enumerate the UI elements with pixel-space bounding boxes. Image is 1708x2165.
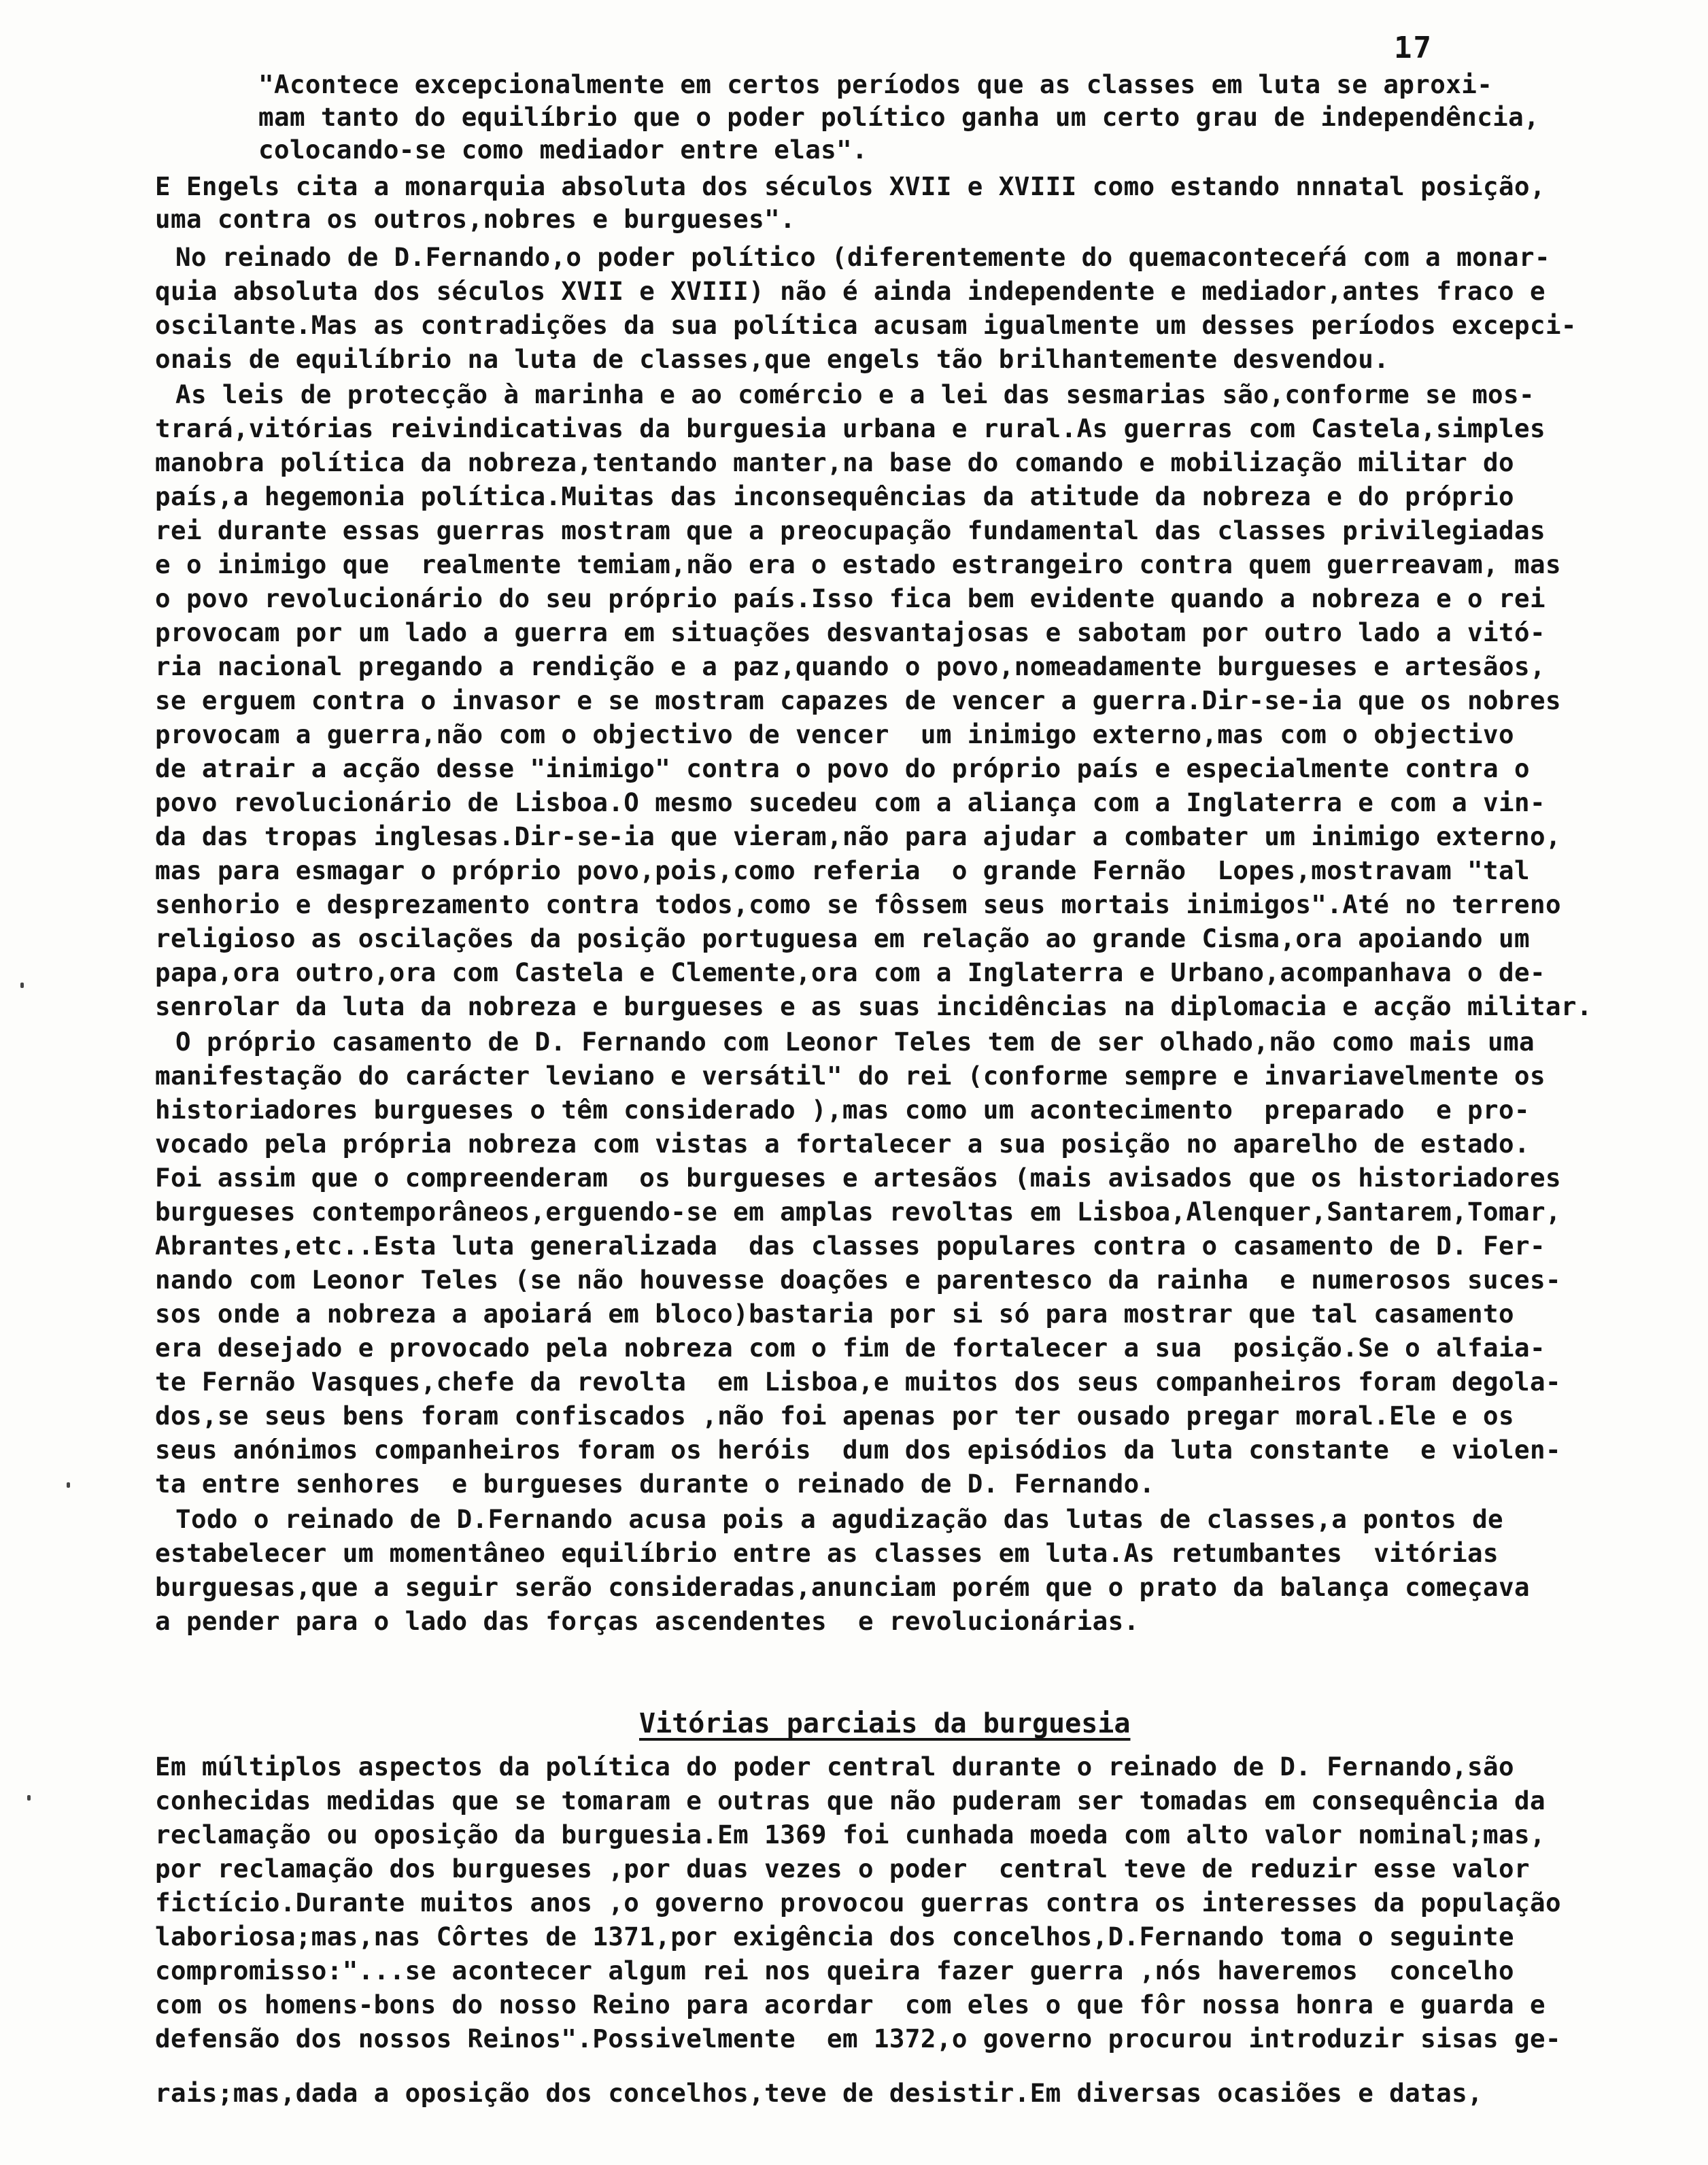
text-line: As leis de protecção à marinha e ao comércio e a lei das sesmarias são,conforme se mos- xyxy=(175,379,1535,409)
text-line: manobra política da nobreza,tentando manter,na base do comando e mobilização militar do xyxy=(155,447,1514,477)
text-line: da das tropas inglesas.Dir-se-ia que vieram,não para ajudar a combater um inimigo externo, xyxy=(155,821,1561,851)
text-line: Foi assim que o compreenderam os burgueses e artesãos (mais avisados que os historiadores xyxy=(155,1163,1561,1193)
text-line: nando com Leonor Teles (se não houvesse doações e parentesco da rainha e numerosos suces- xyxy=(155,1265,1561,1295)
text-line: se erguem contra o invasor e se mostram capazes de vencer a guerra.Dir-se-ia que os nobres xyxy=(155,685,1561,715)
text-line: a pender para o lado das forças ascendentes e revolucionárias. xyxy=(155,1606,1140,1636)
text-line: conhecidas medidas que se tomaram e outras que não puderam ser tomadas em consequência da xyxy=(155,1786,1545,1815)
text-line: trará,vitórias reivindicativas da burguesia urbana e rural.As guerras com Castela,simples xyxy=(155,413,1545,443)
text-line: onais de equilíbrio na luta de classes,que engels tão brilhantemente desvendou. xyxy=(155,344,1390,374)
text-line: por reclamação dos burgueses ,por duas vezes o poder central teve de reduzir esse valor xyxy=(155,1854,1530,1883)
text-line: oscilante.Mas as contradições da sua política acusam igualmente um desses períodos excepci- xyxy=(155,310,1577,340)
text-line: e o inimigo que realmente temiam,não era o estado estrangeiro contra quem guerreavam, mas xyxy=(155,549,1561,579)
text-line: ta entre senhores e burgueses durante o reinado de D. Fernando. xyxy=(155,1469,1155,1499)
text-line: No reinado de D.Fernando,o poder político (diferentemente do quemaconteceŕá com a monar- xyxy=(175,242,1550,272)
text-line: era desejado e provocado pela nobreza com o fim de fortalecer a sua posição.Se o alfaia- xyxy=(155,1333,1545,1363)
scan-speck xyxy=(20,983,24,988)
text-line: de atrair a acção desse "inimigo" contra o povo do próprio país e especialmente contra o xyxy=(155,753,1530,783)
text-line: burguesas,que a seguir serão consideradas,anunciam porém que o prato da balança começava xyxy=(155,1572,1530,1602)
text-line: mas para esmagar o próprio povo,pois,como referia o grande Fernão Lopes,mostravam "tal xyxy=(155,855,1530,885)
text-line: com os homens-bons do nosso Reino para acordar com eles o que fôr nossa honra e guarda e xyxy=(155,1990,1545,2019)
text-line: provocam a guerra,não com o objectivo de vencer um inimigo externo,mas com o objectivo xyxy=(155,719,1514,749)
text-line: vocado pela própria nobreza com vistas a fortalecer a sua posição no aparelho de estado. xyxy=(155,1129,1530,1159)
text-line: compromisso:"...se acontecer algum rei nos queira fazer guerra ,nós haveremos concelho xyxy=(155,1956,1514,1985)
section-heading: Vitórias parciais da burguesia xyxy=(639,1708,1131,1739)
page-number: 17 xyxy=(1394,31,1433,65)
text-line: colocando-se como mediador entre elas". xyxy=(258,135,868,165)
text-line: papa,ora outro,ora com Castela e Clemente,ora com a Inglaterra e Urbano,acompanhava o de- xyxy=(155,957,1545,987)
text-line: defensão dos nossos Reinos".Possivelmente em 1372,o governo procurou introduzir sisas ge- xyxy=(155,2024,1561,2053)
text-line: estabelecer um momentâneo equilíbrio entre as classes em luta.As retumbantes vitórias xyxy=(155,1538,1499,1568)
text-line: dos,se seus bens foram confiscados ,não foi apenas por ter ousado pregar moral.Ele e os xyxy=(155,1401,1514,1431)
text-line: O próprio casamento de D. Fernando com Leonor Teles tem de ser olhado,não como mais uma xyxy=(175,1027,1535,1057)
text-line: Abrantes,etc..Esta luta generalizada das classes populares contra o casamento de D. Fer- xyxy=(155,1231,1545,1261)
text-line: religioso as oscilações da posição portuguesa em relação ao grande Cisma,ora apoiando um xyxy=(155,923,1530,953)
text-line: provocam por um lado a guerra em situações desvantajosas e sabotam por outro lado a vitó- xyxy=(155,617,1545,647)
text-line: rais;mas,dada a oposição dos concelhos,teve de desistir.Em diversas ocasiões e datas, xyxy=(155,2078,1484,2108)
scan-speck xyxy=(67,1482,70,1488)
text-line: rei durante essas guerras mostram que a preocupação fundamental das classes privilegiadas xyxy=(155,515,1545,545)
text-line: senrolar da luta da nobreza e burgueses e as suas incidências na diplomacia e acção militar. xyxy=(155,991,1592,1021)
text-line: fictício.Durante muitos anos ,o governo provocou guerras contra os interesses da população xyxy=(155,1888,1561,1917)
text-line: manifestação do carácter leviano e versátil" do rei (conforme sempre e invariavelmente os xyxy=(155,1061,1545,1091)
text-line: laboriosa;mas,nas Côrtes de 1371,por exigência dos concelhos,D.Fernando toma o seguinte xyxy=(155,1922,1514,1951)
text-line: te Fernão Vasques,chefe da revolta em Lisboa,e muitos dos seus companheiros foram degola- xyxy=(155,1367,1561,1397)
text-line: quia absoluta dos séculos XVII e XVIII) não é ainda independente e mediador,antes fraco e xyxy=(155,276,1545,306)
text-line: país,a hegemonia política.Muitas das inconsequências da atitude da nobreza e do próprio xyxy=(155,481,1514,511)
text-line: seus anónimos companheiros foram os heróis dum dos episódios da luta constante e violen- xyxy=(155,1435,1561,1465)
text-line: sos onde a nobreza a apoiará em bloco)bastaria por si só para mostrar que tal casamento xyxy=(155,1299,1514,1329)
text-line: uma contra os outros,nobres e burgueses". xyxy=(155,204,796,234)
text-line: Em múltiplos aspectos da política do poder central durante o reinado de D. Fernando,são xyxy=(155,1752,1514,1782)
text-line: o povo revolucionário do seu próprio país.Isso fica bem evidente quando a nobreza e o rei xyxy=(155,583,1545,613)
text-line: burgueses contemporâneos,erguendo-se em amplas revoltas em Lisboa,Alenquer,Santarem,Tomar, xyxy=(155,1197,1561,1227)
text-line: historiadores burgueses o têm considerado ),mas como um acontecimento preparado e pro- xyxy=(155,1095,1530,1125)
text-line: ria nacional pregando a rendição e a paz,quando o povo,nomeadamente burgueses e artesãos, xyxy=(155,651,1545,681)
scan-speck xyxy=(27,1795,31,1801)
text-line: Todo o reinado de D.Fernando acusa pois a agudização das lutas de classes,a pontos de xyxy=(175,1504,1504,1534)
text-line: senhorio e desprezamento contra todos,como se fôssem seus mortais inimigos".Até no terreno xyxy=(155,889,1561,919)
text-line: povo revolucionário de Lisboa.O mesmo sucedeu com a aliança com a Inglaterra e com a vin- xyxy=(155,787,1545,817)
text-line: E Engels cita a monarquia absoluta dos séculos XVII e XVIII como estando nnnatal posição, xyxy=(155,171,1545,201)
text-line: mam tanto do equilíbrio que o poder político ganha um certo grau de independência, xyxy=(258,102,1540,132)
text-line: "Acontece excepcionalmente em certos períodos que as classes em luta se aproxi- xyxy=(258,69,1493,99)
text-line: reclamação ou oposição da burguesia.Em 1369 foi cunhada moeda com alto valor nominal;mas, xyxy=(155,1820,1545,1849)
